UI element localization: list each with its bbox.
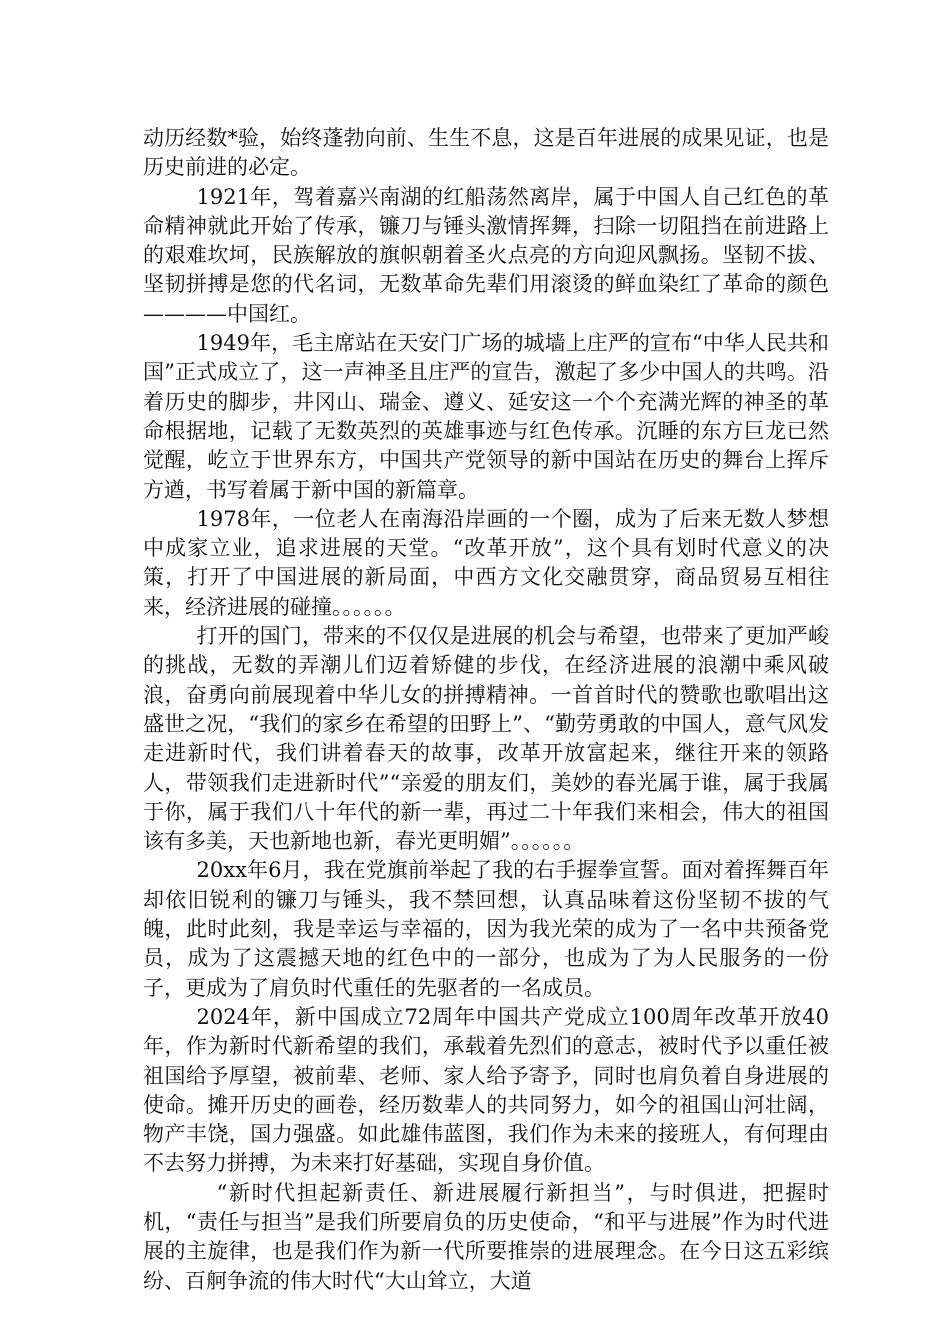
paragraph-1978: 1978年，一位老人在南海沿岸画的一个圈，成为了后来无数人梦想中成家立业，追求进展的天堂。“改革开放”，这个具有划时代意义的决策，打开了中国进展的新局面，中西方文化交融贯穿，商品贸易互相往来，经济进展的碰撞。。。。。。	[143, 506, 829, 619]
paragraph-oath: 20xx年6月，我在党旗前举起了我的右手握拳宣誓。面对着挥舞百年却依旧锐利的镰刀与锤头，我不禁回想，认真品味着这份坚韧不拔的气魄，此时此刻，我是幸运与幸福的，因为我光荣的成为了一名中共预备党员，成为了这震撼天地的红色中的一部分，也成为了为人民服务的一份子，更成为了肩负时代重任的先驱者的一名成员。	[143, 858, 829, 1000]
paragraph-open-door: 打开的国门，带来的不仅仅是进展的机会与希望，也带来了更加严峻的挑战，无数的弄潮儿们迈着矫健的步伐，在经济进展的浪潮中乘风破浪，奋勇向前展现着中华儿女的拼搏精神。一首首时代的赞歌也歌唱出这盛世之况，“我们的家乡在希望的田野上”、“勤劳勇敢的中国人，意气风发走进新时代，我们讲着春天的故事，改革开放富起来，继往开来的领路人，带领我们走进新时代”“亲爱的朋友们，美妙的春光属于谁，属于我属于你，属于我们八十年代的新一辈，再过二十年我们来相会，伟大的祖国该有多美，天也新地也新，春光更明媚”。。。。。。	[143, 624, 829, 854]
document-body	[143, 124, 829, 1296]
paragraph-2024: 2024年，新中国成立72周年中国共产党成立100周年改革开放40年，作为新时代新希望的我们，承载着先烈们的意志，被时代予以重任被祖国给予厚望，被前辈、老师、家人给予寄予，同时也肩负着自身进展的使命。摊开历史的画卷，经历数辈人的共同努力，如今的祖国山河壮阔，物产丰饶，国力强盛。如此雄伟蓝图，我们作为未来的接班人，有何理由不去努力拼搏，为未来打好基础，实现自身价值。	[143, 1004, 829, 1176]
paragraph-new-era: “新时代担起新责任、新进展履行新担当”，与时俱进，把握时机，“责任与担当”是我们所要肩负的历史使命，“和平与进展”作为时代进展的主旋律，也是我们作为新一代所要推崇的进展理念。在今日这五彩缤纷、百舸争流的伟大时代“大山耸立，大道	[143, 1180, 829, 1293]
paragraph-1949: 1949年，毛主席站在天安门广场的城墙上庄严的宣布“中华人民共和国”正式成立了，这一声神圣且庄严的宣告，激起了多少中国人的共鸣。沿着历史的脚步，井冈山、瑞金、遵义、延安这一个个充满光辉的神圣的革命根据地，记载了无数英烈的英雄事迹与红色传承。沉睡的东方巨龙已然觉醒，屹立于世界东方，中国共产党领导的新中国站在历史的舞台上挥斥方遒，书写着属于新中国的新篇章。	[143, 331, 829, 502]
paragraph-1921: 1921年，驾着嘉兴南湖的红船荡然离岸，属于中国人自己红色的革命精神就此开始了传承，镰刀与锤头激情挥舞，扫除一切阻挡在前进路上的艰难坎坷，民族解放的旗帜朝着圣火点亮的方向迎风飘扬。坚韧不拔、坚韧拼搏是您的代名词，无数革命先辈们用滚烫的鲜血染红了革命的颜色————中国红。	[143, 184, 829, 326]
paragraph-continuation: 动历经数*验，始终蓬勃向前、生生不息，这是百年进展的成果见证，也是历史前进的必定。	[143, 126, 829, 180]
